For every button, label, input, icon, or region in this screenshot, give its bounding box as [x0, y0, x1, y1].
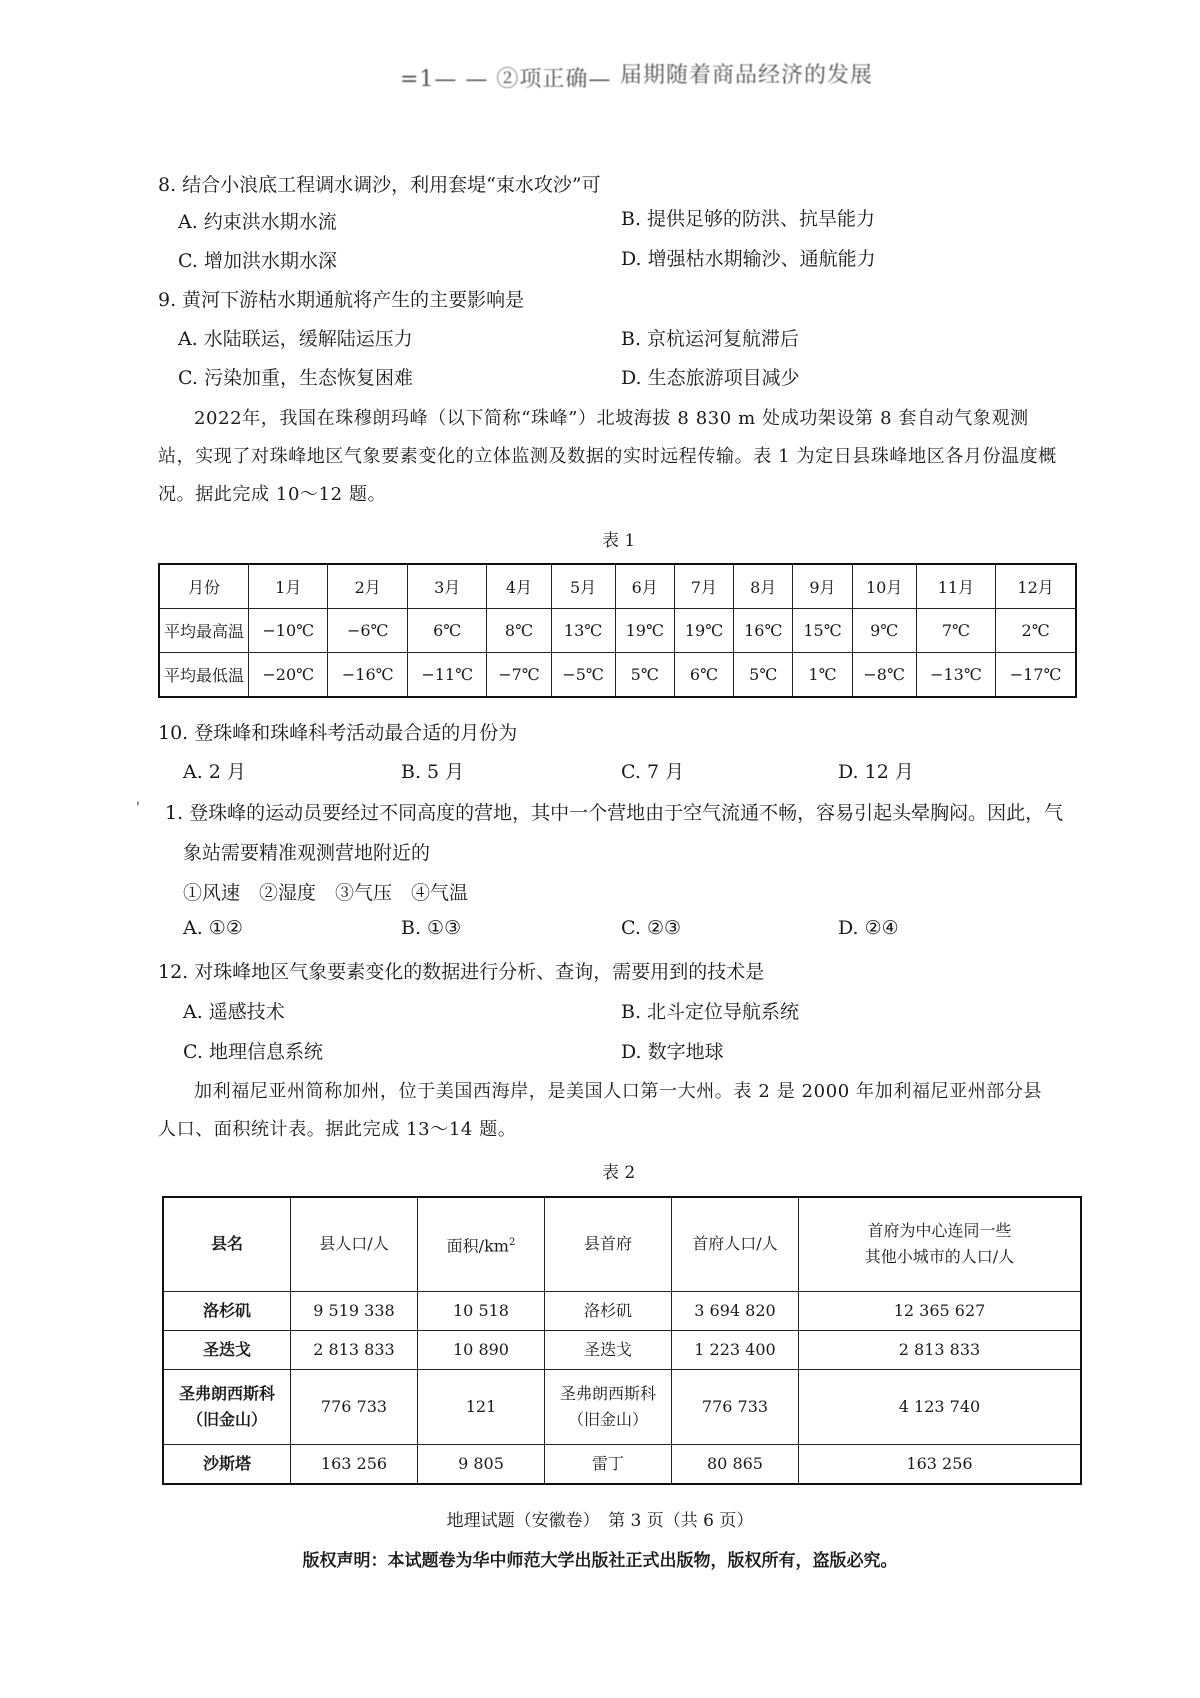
table-cell: −11℃	[407, 653, 486, 698]
table-cell: 6℃	[674, 653, 733, 698]
table-cell: −5℃	[551, 653, 615, 698]
table-cell: 平均最高温	[159, 609, 249, 653]
question-10-option-b: B. 5 月	[401, 761, 465, 783]
table-header-cell	[799, 1197, 1082, 1291]
table-2-california-counties	[162, 1196, 1082, 1485]
table-cell: 19℃	[674, 609, 733, 653]
table-cell: −20℃	[249, 653, 328, 698]
table-header-cell: 首府人口/人	[672, 1197, 799, 1291]
table-cell: 沙斯塔	[163, 1445, 291, 1484]
margin-mark: '	[136, 800, 140, 816]
header-fragment-right: 届期随着商品经济的发展	[620, 63, 874, 88]
table-row	[163, 1197, 1081, 1291]
table-cell: −13℃	[916, 653, 995, 698]
passage-everest	[158, 400, 1058, 514]
table-cell: 洛杉矶	[163, 1291, 291, 1330]
passage-california	[158, 1073, 1058, 1149]
question-8-option-c: C. 增加洪水期水深	[178, 250, 337, 272]
table-cell: 80 865	[672, 1445, 799, 1484]
table-row	[163, 1330, 1081, 1369]
question-11-items: ①风速 ②湿度 ③气压 ④气温	[183, 882, 469, 904]
table-cell: 洛杉矶	[545, 1291, 672, 1330]
question-11-stem-line-1: 1. 登珠峰的运动员要经过不同高度的营地，其中一个营地由于空气流通不畅，容易引起头晕胸闷。因此，气	[165, 802, 1064, 824]
question-8-option-d: D. 增强枯水期输沙、通航能力	[621, 248, 876, 270]
table-1-temperature	[158, 563, 1077, 698]
table-cell: 10月	[852, 564, 916, 609]
table-cell: 3月	[407, 564, 486, 609]
table-cell	[163, 1369, 291, 1445]
table-header-cell	[418, 1197, 545, 1291]
table-cell: 13℃	[551, 609, 615, 653]
header-line-1: 首府为中心连同一些	[867, 1221, 1012, 1241]
question-9-option-a: A. 水陆联运，缓解陆运压力	[178, 328, 413, 350]
table-cell: 9月	[793, 564, 852, 609]
question-10-option-d: D. 12 月	[838, 761, 914, 783]
table-cell: 121	[418, 1369, 545, 1445]
county-name: 圣弗朗西斯科	[178, 1384, 275, 1404]
question-9-stem: 9. 黄河下游枯水期通航将产生的主要影响是	[158, 289, 525, 311]
table-cell: 776 733	[291, 1369, 418, 1445]
question-11-option-d: D. ②④	[838, 917, 899, 939]
question-10-stem: 10. 登珠峰和珠峰科考活动最合适的月份为	[158, 722, 518, 744]
table-cell: 2 813 833	[799, 1330, 1082, 1369]
question-9-option-d: D. 生态旅游项目减少	[621, 367, 800, 389]
question-12-option-d: D. 数字地球	[621, 1041, 724, 1063]
table-row	[159, 609, 1076, 653]
table-cell: 16℃	[734, 609, 793, 653]
table-cell: 12 365 627	[799, 1291, 1082, 1330]
table-row	[159, 564, 1076, 609]
table-cell: 9 519 338	[291, 1291, 418, 1330]
table-row	[159, 653, 1076, 698]
table-cell: 10 518	[418, 1291, 545, 1330]
page-footer: 地理试题（安徽卷） 第 3 页（共 6 页）	[446, 1511, 754, 1531]
question-12-option-c: C. 地理信息系统	[183, 1041, 323, 1063]
seat-alias: （旧金山）	[567, 1410, 648, 1430]
table-cell: −10℃	[249, 609, 328, 653]
table-cell: 6月	[615, 564, 674, 609]
table-cell: 163 256	[799, 1445, 1082, 1484]
table-cell: 3 694 820	[672, 1291, 799, 1330]
table-cell: 5℃	[615, 653, 674, 698]
table-cell: 10 890	[418, 1330, 545, 1369]
table-header-cell: 县首府	[545, 1197, 672, 1291]
question-8-option-b: B. 提供足够的防洪、抗旱能力	[621, 208, 876, 230]
question-11-option-a: A. ①②	[183, 917, 243, 939]
header-fragment-left: =1— — ②项正确—	[400, 67, 612, 92]
table-cell: 9℃	[852, 609, 916, 653]
question-10-option-a: A. 2 月	[183, 761, 246, 783]
table-cell: 776 733	[672, 1369, 799, 1445]
table-cell: −6℃	[328, 609, 407, 653]
question-12-stem: 12. 对珠峰地区气象要素变化的数据进行分析、查询，需要用到的技术是	[158, 961, 765, 983]
table-cell: 4 123 740	[799, 1369, 1082, 1445]
question-11-stem-line-2: 象站需要精准观测营地附近的	[183, 842, 431, 864]
table-cell: 9 805	[418, 1445, 545, 1484]
cut-off-header-text	[400, 58, 880, 92]
header-line-2: 其他小城市的人口/人	[864, 1247, 1015, 1267]
question-12-option-a: A. 遥感技术	[183, 1001, 285, 1023]
table-1-caption: 表 1	[602, 531, 636, 551]
question-12-option-b: B. 北斗定位导航系统	[621, 1001, 800, 1023]
table-cell: 6℃	[407, 609, 486, 653]
table-header-cell: 县名	[163, 1197, 291, 1291]
table-row	[163, 1369, 1081, 1445]
table-cell: 雷丁	[545, 1445, 672, 1484]
area-label: 面积/km	[446, 1236, 509, 1256]
table-cell: 11月	[916, 564, 995, 609]
copyright-notice	[0, 1546, 1200, 1571]
table-cell: −17℃	[996, 653, 1076, 698]
question-9-option-b: B. 京杭运河复航滞后	[621, 328, 800, 350]
question-11-option-b: B. ①③	[401, 917, 462, 939]
table-cell: 2月	[328, 564, 407, 609]
copyright-text: 本试题卷为华中师范大学出版社正式出版物，版权所有，盗版必究。	[387, 1551, 898, 1571]
table-cell: 圣迭戈	[163, 1330, 291, 1369]
table-cell: 1 223 400	[672, 1330, 799, 1369]
table-cell: 7℃	[916, 609, 995, 653]
question-8-option-a: A. 约束洪水期水流	[178, 211, 337, 233]
table-cell	[545, 1369, 672, 1445]
table-cell: 2℃	[996, 609, 1076, 653]
question-11-option-c: C. ②③	[621, 917, 682, 939]
seat-name: 圣弗朗西斯科	[559, 1384, 656, 1404]
table-2-caption: 表 2	[602, 1163, 636, 1183]
table-cell: 圣迭戈	[545, 1330, 672, 1369]
table-cell: 7月	[674, 564, 733, 609]
table-cell: 5℃	[734, 653, 793, 698]
passage-everest-text: 2022年，我国在珠穆朗玛峰（以下简称“珠峰”）北坡海拔 8 830 m 处成功架设第 8 套自动气象观测站，实现了对珠峰地区气象要素变化的立体监测及数据的实时远程传输。表 1 为定日县珠峰地区各月份温度概况。据此完成 10～12 题。	[158, 408, 1057, 505]
question-10-option-c: C. 7 月	[621, 761, 685, 783]
table-cell: 8℃	[487, 609, 551, 653]
table-cell: 1月	[249, 564, 328, 609]
table-cell: 4月	[487, 564, 551, 609]
table-cell: 1℃	[793, 653, 852, 698]
area-unit-superscript: 2	[508, 1236, 516, 1248]
table-cell: 15℃	[793, 609, 852, 653]
copyright-label: 版权声明：	[302, 1551, 388, 1571]
question-8-stem: 8. 结合小浪底工程调水调沙，利用套堤“束水攻沙”可	[158, 174, 601, 196]
table-cell: 5月	[551, 564, 615, 609]
table-cell: 19℃	[615, 609, 674, 653]
table-cell: −8℃	[852, 653, 916, 698]
table-cell: 2 813 833	[291, 1330, 418, 1369]
table-cell: −7℃	[487, 653, 551, 698]
table-cell: 月份	[159, 564, 249, 609]
table-cell: 163 256	[291, 1445, 418, 1484]
table-row	[163, 1445, 1081, 1484]
table-header-cell: 县人口/人	[291, 1197, 418, 1291]
table-cell: 12月	[996, 564, 1076, 609]
table-row	[163, 1291, 1081, 1330]
passage-california-text: 加利福尼亚州简称加州，位于美国西海岸，是美国人口第一大州。表 2 是 2000 年加利福尼亚州部分县人口、面积统计表。据此完成 13～14 题。	[158, 1081, 1043, 1140]
table-cell: 平均最低温	[159, 653, 249, 698]
table-cell: 8月	[734, 564, 793, 609]
table-cell: −16℃	[328, 653, 407, 698]
question-9-option-c: C. 污染加重，生态恢复困难	[178, 367, 413, 389]
county-alias: （旧金山）	[186, 1410, 267, 1430]
